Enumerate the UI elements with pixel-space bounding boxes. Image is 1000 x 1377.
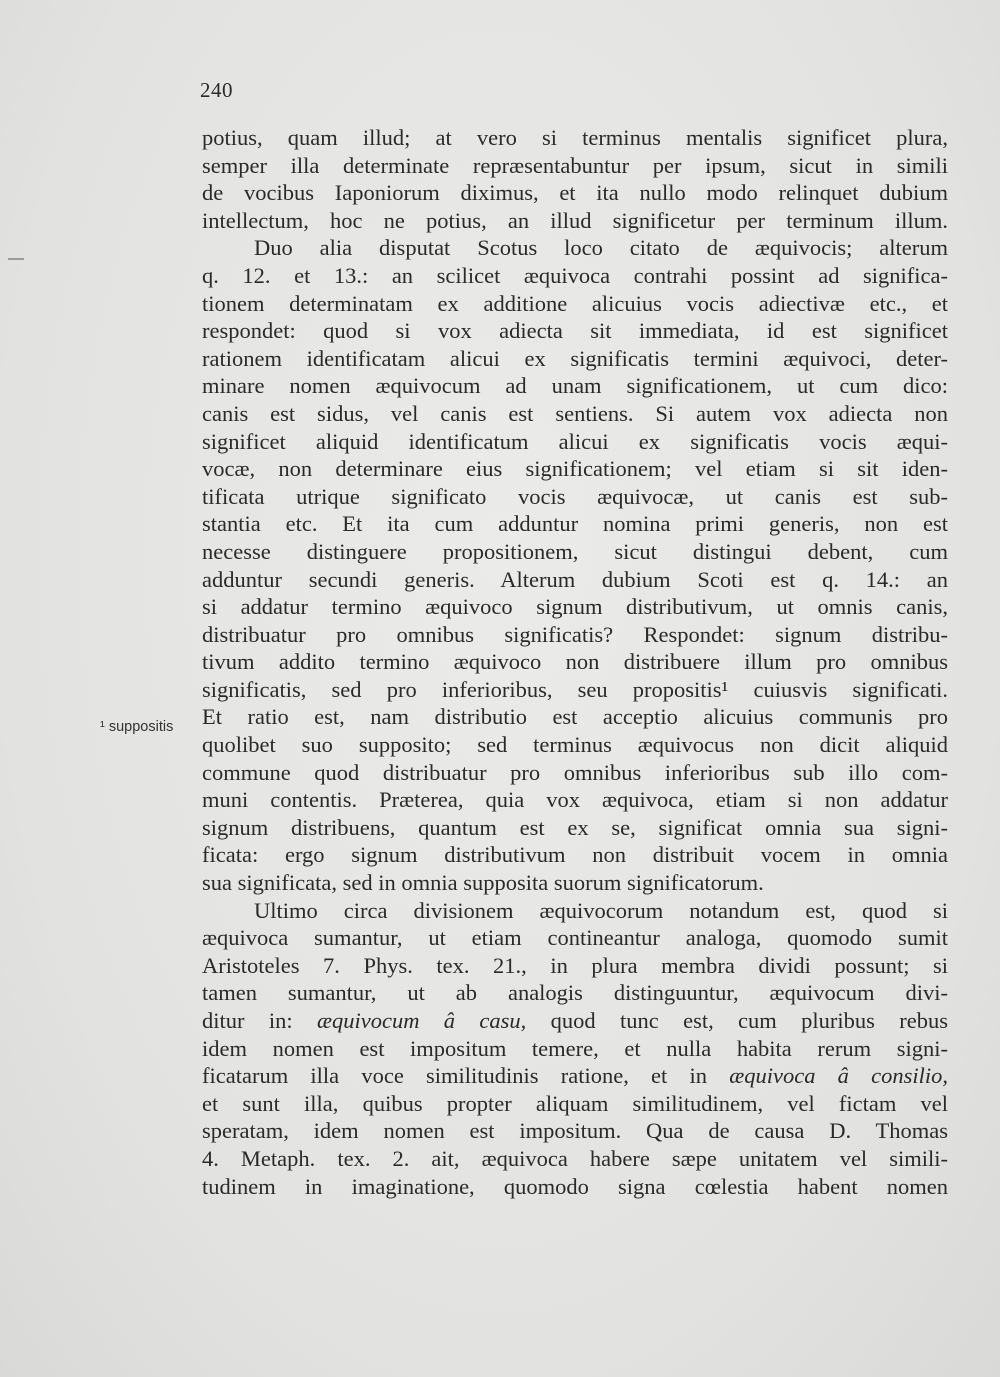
text-line: idem nomen est impositum temere, et nulla habita rerum signi-: [202, 1035, 948, 1061]
text-line: tionem determinatam ex additione alicuius vocis adiectivæ etc., et: [202, 290, 948, 316]
text-line: signum distribuens, quantum est ex se, significat omnia sua signi-: [202, 814, 948, 840]
margin-footnote: ¹ suppositis: [100, 719, 174, 735]
text-line: distribuatur pro omnibus significatis? Respondet: signum distribu-: [202, 621, 948, 647]
text-line: commune quod distribuatur pro omnibus inferioribus sub illo com-: [202, 759, 948, 785]
text-line: Duo alia disputat Scotus loco citato de æquivocis; alterum: [254, 235, 948, 261]
text-line: Aristoteles 7. Phys. tex. 21., in plura membra dividi possunt; si: [202, 952, 948, 978]
text-line: semper illa determinate repræsentabuntur per ipsum, sicut in simili: [202, 152, 948, 178]
text-line: quolibet suo supposito; sed terminus æquivocus non dicit aliquid: [202, 732, 948, 758]
italic-term: æquivocum â casu,: [316, 1008, 527, 1033]
text-line: et sunt illa, quibus propter aliquam similitudinem, vel fictam vel: [202, 1090, 948, 1116]
line-segment: ditur in:: [202, 1008, 317, 1033]
text-line: 4. Metaph. tex. 2. ait, æquivoca habere sæpe unitatem vel simili-: [202, 1145, 948, 1171]
text-line: si addatur termino æquivoco signum distributivum, ut omnis canis,: [202, 594, 948, 620]
text-line: æquivoca sumantur, ut etiam contineantur analoga, quomodo sumit: [202, 925, 948, 951]
text-line: necesse distinguere propositionem, sicut distingui debent, cum: [202, 538, 948, 564]
text-line: adduntur secundi generis. Alterum dubium Scoti est q. 14.: an: [202, 566, 948, 592]
text-line: significatis, sed pro inferioribus, seu propositis¹ cuiusvis significati.: [202, 676, 948, 702]
text-line: [202, 1062, 948, 1090]
page-number: 240: [200, 78, 233, 102]
text-line: stantia etc. Et ita cum adduntur nomina primi generis, non est: [202, 511, 948, 537]
body-text: [202, 124, 948, 1200]
text-line: q. 12. et 13.: an scilicet æquivoca contrahi possint ad significa-: [202, 262, 948, 288]
line-segment: quod tunc est, cum pluribus rebus: [526, 1008, 948, 1033]
text-line: Ultimo circa divisionem æquivocorum notandum est, quod si: [254, 897, 948, 923]
text-line: tivum addito termino æquivoco non distribuere illum pro omnibus: [202, 649, 948, 675]
text-line: [202, 1007, 948, 1035]
text-line: de vocibus Iaponiorum diximus, et ita nullo modo relinquet dubium: [202, 180, 948, 206]
text-line: sua significata, sed in omnia supposita suorum significatorum.: [202, 870, 764, 896]
text-line: tamen sumantur, ut ab analogis distinguuntur, æquivocum divi-: [202, 980, 948, 1006]
margin-mark: [8, 258, 24, 260]
text-line: canis est sidus, vel canis est sentiens. Si autem vox adiecta non: [202, 400, 948, 426]
text-line: tificata utrique significato vocis æquivocæ, ut canis est sub-: [202, 483, 948, 509]
text-line: Et ratio est, nam distributio est acceptio alicuius communis pro: [202, 704, 948, 730]
text-line: vocæ, non determinare eius significationem; vel etiam si sit iden-: [202, 456, 948, 482]
text-line: significet aliquid identificatum alicui ex significatis vocis æqui-: [202, 428, 948, 454]
text-line: ficata: ergo signum distributivum non distribuit vocem in omnia: [202, 842, 948, 868]
text-line: minare nomen æquivocum ad unam significationem, ut cum dico:: [202, 373, 948, 399]
text-line: speratam, idem nomen est impositum. Qua de causa D. Thomas: [202, 1118, 948, 1144]
line-segment: ficatarum illa voce similitudinis ratione, et in: [202, 1063, 730, 1089]
text-line: tudinem in imaginatione, quomodo signa cœlestia habent nomen: [202, 1173, 948, 1199]
text-line: intellectum, hoc ne potius, an illud significetur per terminum illum.: [202, 207, 948, 233]
italic-term: æquivoca â consilio,: [729, 1063, 948, 1089]
text-line: respondet: quod si vox adiecta sit immediata, id est significet: [202, 318, 948, 344]
text-line: rationem identificatam alicui ex significatis termini æquivoci, deter-: [202, 345, 948, 371]
text-line: muni contentis. Præterea, quia vox æquivoca, etiam si non addatur: [202, 787, 948, 813]
text-line: potius, quam illud; at vero si terminus mentalis significet plura,: [202, 125, 948, 150]
